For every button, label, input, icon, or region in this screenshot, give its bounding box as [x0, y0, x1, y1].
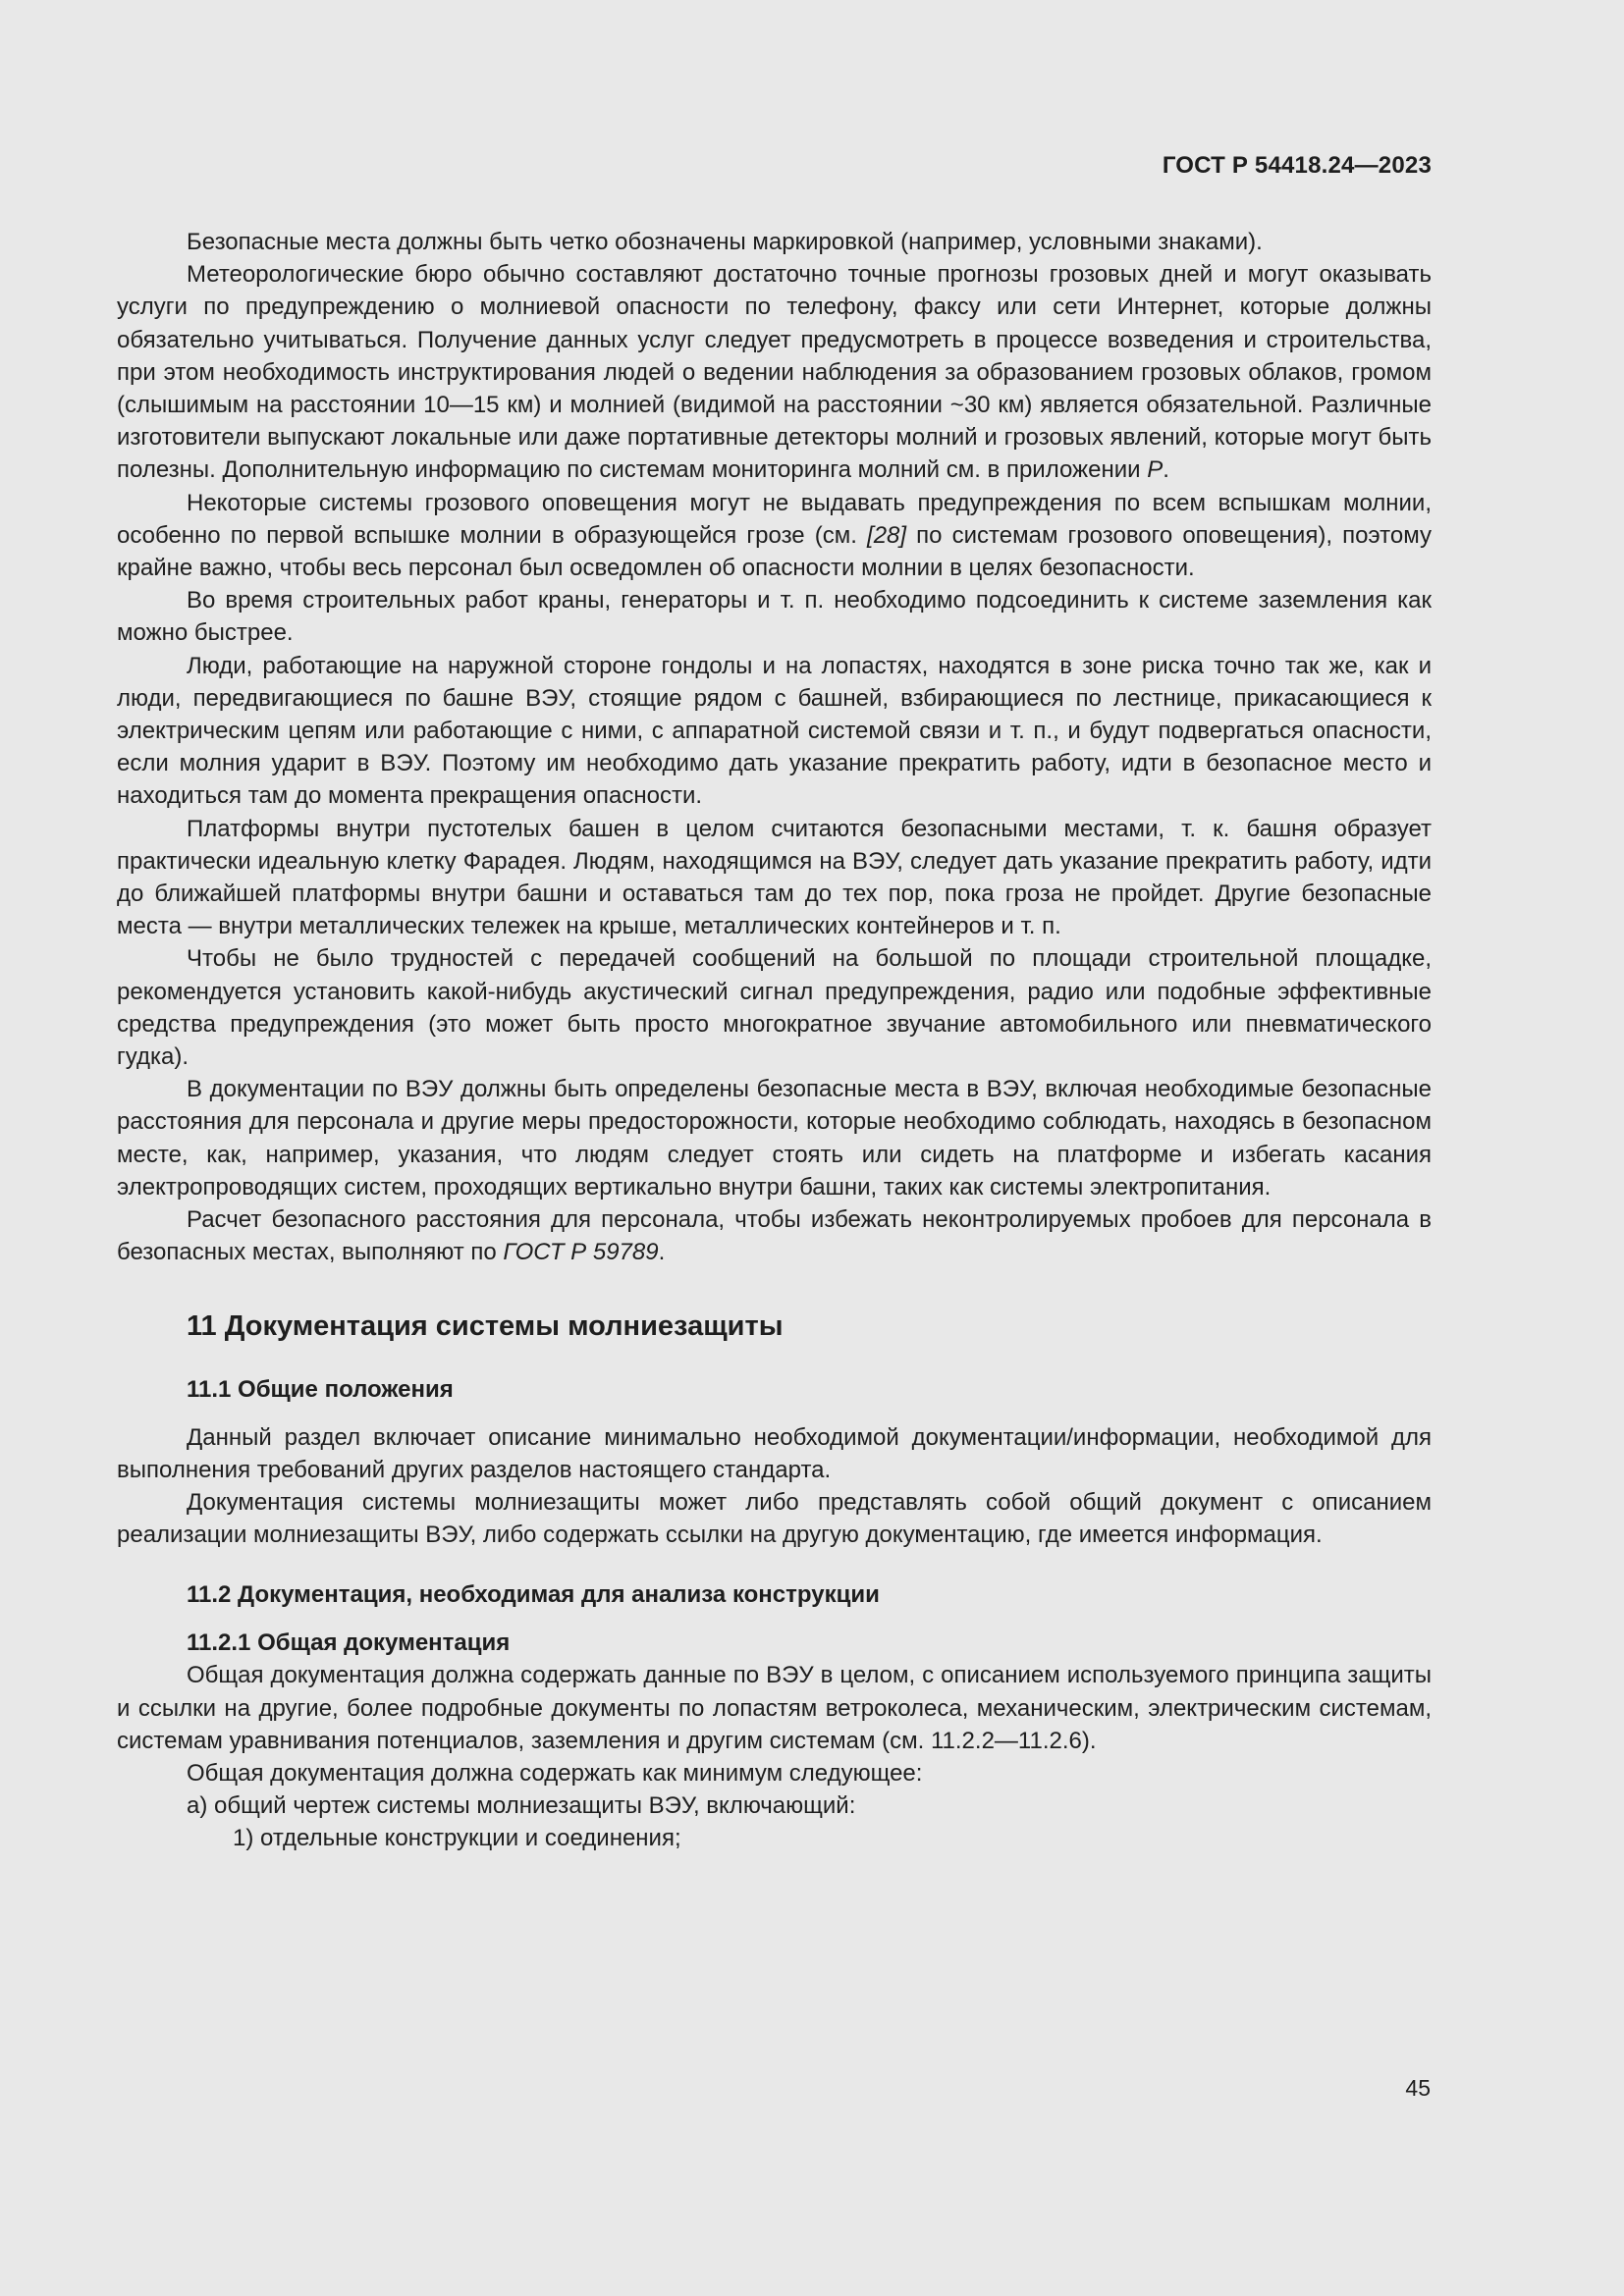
- subsection-heading: 11.2 Документация, необходимая для анализа конструкции: [187, 1581, 880, 1609]
- paragraph: Общая документация должна содержать данные по ВЭУ в целом, с описанием используемого принципа защиты и ссылки на другие, более подробные документы по лопастям ветроколеса, механическим, электрическим системам, системам уравнивания потенциалов, заземления и другим системам (см. 11.2.2—11.2.6).: [117, 1662, 1432, 1754]
- paragraph: Безопасные места должны быть четко обозначены маркировкой (например, условными знаками).: [187, 229, 1263, 255]
- bibliography-reference[interactable]: [28]: [867, 521, 907, 549]
- paragraph: Во время строительных работ краны, генераторы и т. п. необходимо подсоединить к системе заземления как можно быстрее.: [117, 587, 1432, 647]
- paragraph: Некоторые системы грозового оповещения могут не выдавать предупреждения по всем вспышкам молнии, особенно по первой вспышке молнии в образующейся грозе (см. [28] по системам грозового оповещения), поэтому крайне важно, чтобы весь персонал был осведомлен об опасности молнии в целях безопасности.: [117, 489, 1432, 582]
- paragraph: Чтобы не было трудностей с передачей сообщений на большой по площади строительной площадке, рекомендуется установить какой-нибудь акустический сигнал предупреждения, радио или подобные эффективные средства предупреждения (это может быть просто многократное звучание автомобильного или пневматического гудка).: [117, 945, 1432, 1071]
- document-body: [117, 226, 1432, 1855]
- paragraph: Общая документация должна содержать как минимум следующее:: [187, 1759, 923, 1787]
- paragraph: Метеорологические бюро обычно составляют достаточно точные прогнозы грозовых дней и могут оказывать услуги по предупреждению о молниевой опасности по телефону, факсу или сети Интернет, которые должны обязательно учитываться. Получение данных услуг следует предусмотреть в процессе возведения и строительства, при этом необходимость инструктирования людей о ведении наблюдения за образованием грозовых облаков, громом (слышимым на расстоянии 10—15 км) и молнией (видимой на расстоянии ~30 км) является обязательной. Различные изготовители выпускают локальные или даже портативные детекторы молний и грозовых явлений, которые могут быть полезны. Дополнительную информацию по системам мониторинга молний см. в приложении Р.: [117, 261, 1432, 484]
- paragraph: Данный раздел включает описание минимально необходимой документации/информации, необходимой для выполнения требований других разделов настоящего стандарта.: [117, 1423, 1432, 1483]
- document-header: ГОСТ Р 54418.24—2023: [1162, 152, 1432, 179]
- section-heading: 11 Документация системы молниезащиты: [187, 1309, 784, 1342]
- standard-reference[interactable]: ГОСТ Р 59789: [503, 1239, 659, 1266]
- paragraph: Расчет безопасного расстояния для персонала, чтобы избежать неконтролируемых пробоев для персонала в безопасных местах, выполняют по ГОСТ Р 59789.: [117, 1206, 1432, 1266]
- page-number: 45: [1405, 2075, 1431, 2101]
- subsection-heading: 11.1 Общие положения: [187, 1375, 454, 1403]
- paragraph: Документация системы молниезащиты может либо представлять собой общий документ с описанием реализации молниезащиты ВЭУ, либо содержать ссылки на другую документацию, где имеется информация.: [117, 1488, 1432, 1549]
- paragraph: Люди, работающие на наружной стороне гондолы и на лопастях, находятся в зоне риска точно так же, как и люди, передвигающиеся по башне ВЭУ, стоящие рядом с башней, взбирающиеся по лестнице, прикасающиеся к электрическим цепям или работающие с ними, с аппаратной системой связи и т. п., и будут подвергаться опасности, если молния ударит в ВЭУ. Поэтому им необходимо дать указание прекратить работу, идти в безопасное место и находиться там до момента прекращения опасности.: [117, 652, 1432, 810]
- subsubsection-heading: 11.2.1 Общая документация: [187, 1629, 511, 1657]
- paragraph: В документации по ВЭУ должны быть определены безопасные места в ВЭУ, включая необходимые безопасные расстояния для персонала и другие меры предосторожности, которые необходимо соблюдать, находясь в безопасном месте, как, например, указания, что людям следует стоять или сидеть на платформе и избегать касания электропроводящих систем, проходящих вертикально внутри башни, таких как системы электропитания.: [117, 1076, 1432, 1201]
- annex-reference[interactable]: Р: [1147, 456, 1164, 484]
- paragraph: Платформы внутри пустотелых башен в целом считаются безопасными местами, т. к. башня образует практически идеальную клетку Фарадея. Людям, находящимся на ВЭУ, следует дать указание прекратить работу, идти до ближайшей платформы внутри башни и оставаться там до тех пор, пока гроза не пройдет. Другие безопасные места — внутри металлических тележек на крыше, металлических контейнеров и т. п.: [117, 815, 1432, 940]
- list-item: 1) отдельные конструкции и соединения;: [233, 1825, 681, 1852]
- list-item: а) общий чертеж системы молниезащиты ВЭУ, включающий:: [187, 1792, 856, 1820]
